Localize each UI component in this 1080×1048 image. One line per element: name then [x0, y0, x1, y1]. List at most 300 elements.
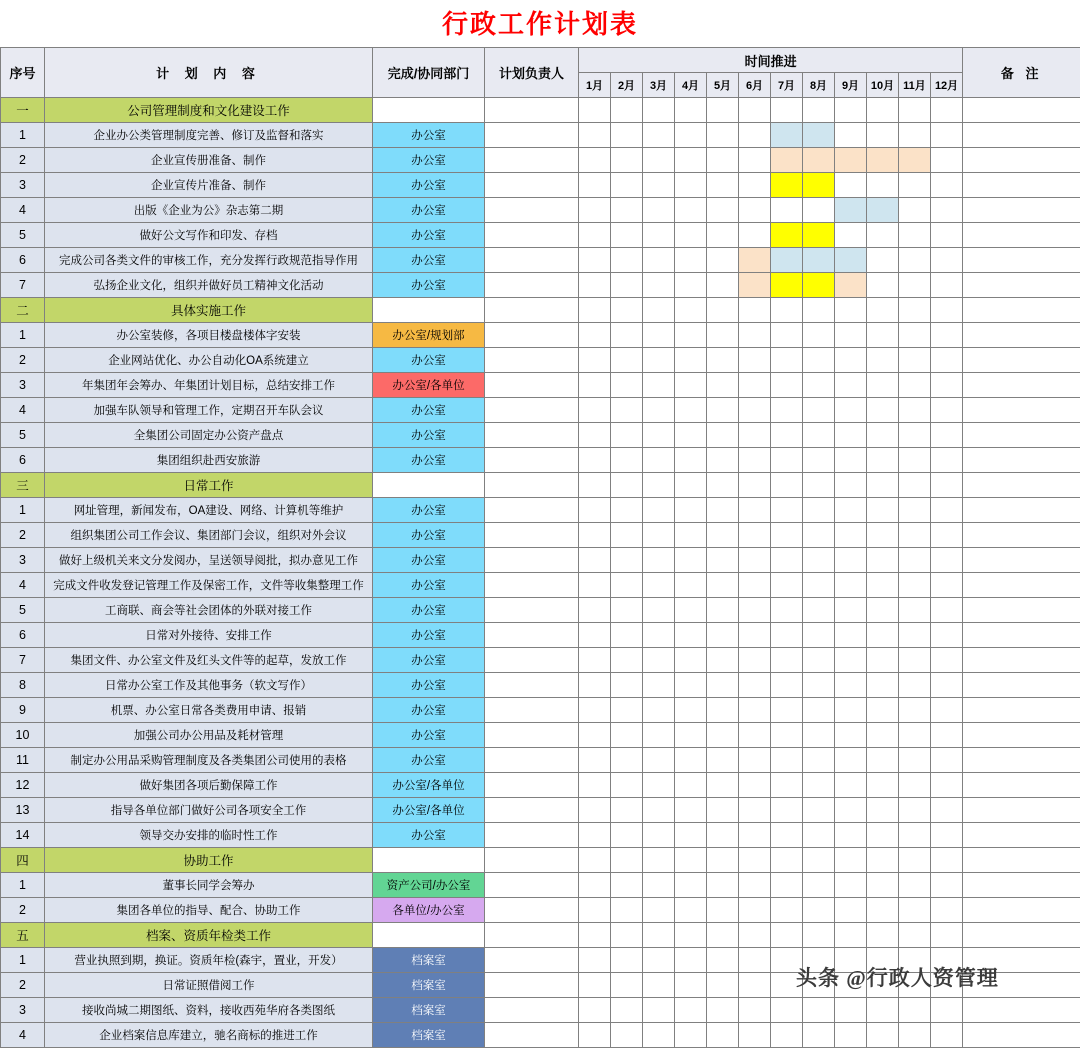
timeline-cell[interactable] — [771, 448, 803, 473]
timeline-cell[interactable] — [675, 423, 707, 448]
timeline-cell[interactable] — [675, 148, 707, 173]
note-cell[interactable] — [963, 323, 1080, 348]
timeline-cell[interactable] — [771, 598, 803, 623]
timeline-cell[interactable] — [675, 823, 707, 848]
timeline-cell[interactable] — [611, 248, 643, 273]
note-cell[interactable] — [963, 998, 1080, 1023]
timeline-cell[interactable] — [707, 573, 739, 598]
timeline-cell[interactable] — [643, 523, 675, 548]
timeline-cell[interactable] — [899, 273, 931, 298]
timeline-cell[interactable] — [835, 548, 867, 573]
timeline-cell[interactable] — [675, 748, 707, 773]
timeline-cell[interactable] — [739, 523, 771, 548]
timeline-cell[interactable] — [867, 648, 899, 673]
timeline-cell[interactable] — [899, 398, 931, 423]
timeline-cell[interactable] — [931, 623, 963, 648]
timeline-cell[interactable] — [803, 723, 835, 748]
timeline-cell[interactable] — [579, 1023, 611, 1048]
timeline-cell[interactable] — [707, 398, 739, 423]
timeline-cell[interactable] — [835, 523, 867, 548]
timeline-cell[interactable] — [803, 798, 835, 823]
timeline-cell[interactable] — [739, 698, 771, 723]
timeline-cell[interactable] — [867, 998, 899, 1023]
timeline-cell[interactable] — [579, 148, 611, 173]
timeline-cell[interactable] — [579, 273, 611, 298]
timeline-cell[interactable] — [899, 123, 931, 148]
timeline-cell[interactable] — [675, 648, 707, 673]
note-cell[interactable] — [963, 273, 1080, 298]
timeline-cell[interactable] — [643, 673, 675, 698]
timeline-cell[interactable] — [611, 498, 643, 523]
timeline-cell[interactable] — [899, 448, 931, 473]
timeline-cell[interactable] — [611, 698, 643, 723]
timeline-cell[interactable] — [611, 1023, 643, 1048]
timeline-cell[interactable] — [771, 998, 803, 1023]
timeline-cell[interactable] — [707, 898, 739, 923]
timeline-cell[interactable] — [803, 898, 835, 923]
timeline-cell[interactable] — [707, 198, 739, 223]
timeline-cell[interactable] — [611, 398, 643, 423]
note-cell[interactable] — [963, 248, 1080, 273]
timeline-cell[interactable] — [707, 498, 739, 523]
timeline-cell[interactable] — [835, 623, 867, 648]
timeline-cell[interactable] — [803, 648, 835, 673]
timeline-cell[interactable] — [899, 423, 931, 448]
timeline-cell[interactable] — [707, 323, 739, 348]
timeline-cell[interactable] — [675, 548, 707, 573]
timeline-cell[interactable] — [931, 873, 963, 898]
timeline-cell[interactable] — [611, 548, 643, 573]
timeline-cell[interactable] — [867, 573, 899, 598]
timeline-cell[interactable] — [803, 598, 835, 623]
timeline-cell[interactable] — [931, 573, 963, 598]
note-cell[interactable] — [963, 423, 1080, 448]
timeline-cell[interactable] — [867, 148, 899, 173]
timeline-cell[interactable] — [643, 598, 675, 623]
timeline-cell[interactable] — [931, 248, 963, 273]
timeline-cell[interactable] — [675, 123, 707, 148]
timeline-cell[interactable] — [579, 448, 611, 473]
timeline-cell[interactable] — [579, 223, 611, 248]
timeline-cell[interactable] — [643, 973, 675, 998]
timeline-cell[interactable] — [867, 673, 899, 698]
timeline-cell[interactable] — [579, 523, 611, 548]
timeline-cell[interactable] — [835, 1023, 867, 1048]
timeline-cell[interactable] — [579, 423, 611, 448]
timeline-cell[interactable] — [899, 573, 931, 598]
timeline-cell[interactable] — [643, 723, 675, 748]
timeline-cell[interactable] — [675, 673, 707, 698]
timeline-cell[interactable] — [835, 698, 867, 723]
timeline-cell[interactable] — [739, 873, 771, 898]
timeline-cell[interactable] — [931, 598, 963, 623]
timeline-cell[interactable] — [835, 798, 867, 823]
timeline-cell[interactable] — [707, 748, 739, 773]
timeline-cell[interactable] — [835, 273, 867, 298]
timeline-cell[interactable] — [739, 373, 771, 398]
timeline-cell[interactable] — [931, 348, 963, 373]
timeline-cell[interactable] — [931, 148, 963, 173]
timeline-cell[interactable] — [803, 998, 835, 1023]
timeline-cell[interactable] — [675, 373, 707, 398]
timeline-cell[interactable] — [579, 823, 611, 848]
note-cell[interactable] — [963, 748, 1080, 773]
timeline-cell[interactable] — [899, 223, 931, 248]
timeline-cell[interactable] — [771, 523, 803, 548]
timeline-cell[interactable] — [899, 248, 931, 273]
timeline-cell[interactable] — [643, 698, 675, 723]
timeline-cell[interactable] — [611, 898, 643, 923]
note-cell[interactable] — [963, 723, 1080, 748]
timeline-cell[interactable] — [771, 348, 803, 373]
timeline-cell[interactable] — [899, 348, 931, 373]
timeline-cell[interactable] — [739, 573, 771, 598]
timeline-cell[interactable] — [643, 998, 675, 1023]
note-cell[interactable] — [963, 173, 1080, 198]
timeline-cell[interactable] — [675, 248, 707, 273]
timeline-cell[interactable] — [931, 548, 963, 573]
timeline-cell[interactable] — [803, 123, 835, 148]
timeline-cell[interactable] — [803, 423, 835, 448]
timeline-cell[interactable] — [771, 573, 803, 598]
timeline-cell[interactable] — [579, 648, 611, 673]
timeline-cell[interactable] — [579, 723, 611, 748]
timeline-cell[interactable] — [771, 798, 803, 823]
timeline-cell[interactable] — [579, 323, 611, 348]
timeline-cell[interactable] — [611, 448, 643, 473]
note-cell[interactable] — [963, 348, 1080, 373]
note-cell[interactable] — [963, 498, 1080, 523]
timeline-cell[interactable] — [579, 698, 611, 723]
timeline-cell[interactable] — [899, 323, 931, 348]
timeline-cell[interactable] — [675, 173, 707, 198]
timeline-cell[interactable] — [867, 748, 899, 773]
timeline-cell[interactable] — [835, 773, 867, 798]
timeline-cell[interactable] — [899, 698, 931, 723]
timeline-cell[interactable] — [643, 548, 675, 573]
timeline-cell[interactable] — [835, 348, 867, 373]
timeline-cell[interactable] — [579, 348, 611, 373]
timeline-cell[interactable] — [739, 198, 771, 223]
timeline-cell[interactable] — [643, 623, 675, 648]
timeline-cell[interactable] — [899, 998, 931, 1023]
timeline-cell[interactable] — [611, 273, 643, 298]
timeline-cell[interactable] — [899, 523, 931, 548]
timeline-cell[interactable] — [739, 173, 771, 198]
timeline-cell[interactable] — [739, 823, 771, 848]
note-cell[interactable] — [963, 873, 1080, 898]
note-cell[interactable] — [963, 823, 1080, 848]
timeline-cell[interactable] — [707, 798, 739, 823]
timeline-cell[interactable] — [867, 798, 899, 823]
timeline-cell[interactable] — [739, 898, 771, 923]
timeline-cell[interactable] — [771, 773, 803, 798]
timeline-cell[interactable] — [771, 623, 803, 648]
timeline-cell[interactable] — [803, 548, 835, 573]
timeline-cell[interactable] — [611, 798, 643, 823]
timeline-cell[interactable] — [611, 173, 643, 198]
timeline-cell[interactable] — [867, 173, 899, 198]
timeline-cell[interactable] — [707, 123, 739, 148]
timeline-cell[interactable] — [771, 648, 803, 673]
timeline-cell[interactable] — [739, 448, 771, 473]
timeline-cell[interactable] — [867, 1023, 899, 1048]
timeline-cell[interactable] — [803, 223, 835, 248]
timeline-cell[interactable] — [643, 273, 675, 298]
timeline-cell[interactable] — [739, 323, 771, 348]
timeline-cell[interactable] — [835, 673, 867, 698]
timeline-cell[interactable] — [675, 773, 707, 798]
note-cell[interactable] — [963, 573, 1080, 598]
timeline-cell[interactable] — [771, 673, 803, 698]
timeline-cell[interactable] — [931, 123, 963, 148]
timeline-cell[interactable] — [707, 623, 739, 648]
timeline-cell[interactable] — [899, 1023, 931, 1048]
timeline-cell[interactable] — [739, 498, 771, 523]
timeline-cell[interactable] — [675, 198, 707, 223]
timeline-cell[interactable] — [579, 598, 611, 623]
timeline-cell[interactable] — [835, 123, 867, 148]
timeline-cell[interactable] — [611, 148, 643, 173]
timeline-cell[interactable] — [931, 698, 963, 723]
timeline-cell[interactable] — [675, 448, 707, 473]
timeline-cell[interactable] — [739, 623, 771, 648]
timeline-cell[interactable] — [803, 523, 835, 548]
timeline-cell[interactable] — [675, 948, 707, 973]
note-cell[interactable] — [963, 673, 1080, 698]
timeline-cell[interactable] — [835, 323, 867, 348]
timeline-cell[interactable] — [707, 648, 739, 673]
timeline-cell[interactable] — [803, 573, 835, 598]
timeline-cell[interactable] — [579, 398, 611, 423]
timeline-cell[interactable] — [739, 273, 771, 298]
timeline-cell[interactable] — [611, 198, 643, 223]
timeline-cell[interactable] — [739, 123, 771, 148]
note-cell[interactable] — [963, 373, 1080, 398]
timeline-cell[interactable] — [739, 398, 771, 423]
timeline-cell[interactable] — [643, 323, 675, 348]
timeline-cell[interactable] — [803, 373, 835, 398]
timeline-cell[interactable] — [835, 198, 867, 223]
timeline-cell[interactable] — [611, 873, 643, 898]
timeline-cell[interactable] — [579, 873, 611, 898]
timeline-cell[interactable] — [835, 873, 867, 898]
timeline-cell[interactable] — [611, 223, 643, 248]
timeline-cell[interactable] — [739, 748, 771, 773]
timeline-cell[interactable] — [611, 623, 643, 648]
timeline-cell[interactable] — [675, 398, 707, 423]
timeline-cell[interactable] — [867, 248, 899, 273]
timeline-cell[interactable] — [899, 873, 931, 898]
timeline-cell[interactable] — [803, 173, 835, 198]
timeline-cell[interactable] — [835, 598, 867, 623]
timeline-cell[interactable] — [643, 748, 675, 773]
timeline-cell[interactable] — [867, 273, 899, 298]
timeline-cell[interactable] — [707, 348, 739, 373]
timeline-cell[interactable] — [579, 973, 611, 998]
timeline-cell[interactable] — [771, 248, 803, 273]
timeline-cell[interactable] — [867, 373, 899, 398]
timeline-cell[interactable] — [835, 398, 867, 423]
timeline-cell[interactable] — [611, 673, 643, 698]
timeline-cell[interactable] — [643, 948, 675, 973]
timeline-cell[interactable] — [771, 148, 803, 173]
timeline-cell[interactable] — [643, 873, 675, 898]
timeline-cell[interactable] — [707, 248, 739, 273]
timeline-cell[interactable] — [771, 273, 803, 298]
timeline-cell[interactable] — [771, 898, 803, 923]
timeline-cell[interactable] — [771, 723, 803, 748]
timeline-cell[interactable] — [643, 173, 675, 198]
timeline-cell[interactable] — [739, 798, 771, 823]
timeline-cell[interactable] — [931, 748, 963, 773]
timeline-cell[interactable] — [643, 573, 675, 598]
timeline-cell[interactable] — [803, 1023, 835, 1048]
timeline-cell[interactable] — [931, 198, 963, 223]
timeline-cell[interactable] — [675, 498, 707, 523]
timeline-cell[interactable] — [835, 498, 867, 523]
timeline-cell[interactable] — [931, 723, 963, 748]
timeline-cell[interactable] — [611, 723, 643, 748]
timeline-cell[interactable] — [899, 673, 931, 698]
timeline-cell[interactable] — [675, 273, 707, 298]
timeline-cell[interactable] — [899, 823, 931, 848]
timeline-cell[interactable] — [707, 823, 739, 848]
timeline-cell[interactable] — [675, 998, 707, 1023]
timeline-cell[interactable] — [611, 373, 643, 398]
timeline-cell[interactable] — [931, 648, 963, 673]
timeline-cell[interactable] — [835, 248, 867, 273]
timeline-cell[interactable] — [867, 623, 899, 648]
timeline-cell[interactable] — [835, 573, 867, 598]
timeline-cell[interactable] — [579, 373, 611, 398]
timeline-cell[interactable] — [739, 773, 771, 798]
timeline-cell[interactable] — [867, 198, 899, 223]
timeline-cell[interactable] — [867, 398, 899, 423]
timeline-cell[interactable] — [771, 398, 803, 423]
timeline-cell[interactable] — [931, 223, 963, 248]
timeline-cell[interactable] — [611, 648, 643, 673]
timeline-cell[interactable] — [803, 823, 835, 848]
timeline-cell[interactable] — [771, 1023, 803, 1048]
timeline-cell[interactable] — [675, 723, 707, 748]
timeline-cell[interactable] — [707, 1023, 739, 1048]
timeline-cell[interactable] — [611, 973, 643, 998]
timeline-cell[interactable] — [579, 673, 611, 698]
timeline-cell[interactable] — [899, 373, 931, 398]
timeline-cell[interactable] — [899, 548, 931, 573]
timeline-cell[interactable] — [835, 148, 867, 173]
note-cell[interactable] — [963, 798, 1080, 823]
timeline-cell[interactable] — [867, 498, 899, 523]
timeline-cell[interactable] — [835, 823, 867, 848]
timeline-cell[interactable] — [899, 723, 931, 748]
timeline-cell[interactable] — [739, 998, 771, 1023]
timeline-cell[interactable] — [771, 548, 803, 573]
timeline-cell[interactable] — [707, 598, 739, 623]
timeline-cell[interactable] — [611, 998, 643, 1023]
timeline-cell[interactable] — [675, 1023, 707, 1048]
timeline-cell[interactable] — [835, 423, 867, 448]
timeline-cell[interactable] — [643, 823, 675, 848]
timeline-cell[interactable] — [707, 173, 739, 198]
timeline-cell[interactable] — [611, 948, 643, 973]
timeline-cell[interactable] — [675, 873, 707, 898]
timeline-cell[interactable] — [707, 548, 739, 573]
timeline-cell[interactable] — [643, 348, 675, 373]
timeline-cell[interactable] — [899, 598, 931, 623]
timeline-cell[interactable] — [835, 648, 867, 673]
timeline-cell[interactable] — [739, 973, 771, 998]
timeline-cell[interactable] — [643, 223, 675, 248]
timeline-cell[interactable] — [771, 373, 803, 398]
timeline-cell[interactable] — [867, 598, 899, 623]
timeline-cell[interactable] — [931, 273, 963, 298]
timeline-cell[interactable] — [643, 773, 675, 798]
timeline-cell[interactable] — [707, 698, 739, 723]
timeline-cell[interactable] — [707, 273, 739, 298]
timeline-cell[interactable] — [899, 148, 931, 173]
timeline-cell[interactable] — [611, 423, 643, 448]
timeline-cell[interactable] — [931, 523, 963, 548]
timeline-cell[interactable] — [739, 648, 771, 673]
timeline-cell[interactable] — [579, 498, 611, 523]
timeline-cell[interactable] — [867, 348, 899, 373]
timeline-cell[interactable] — [643, 798, 675, 823]
timeline-cell[interactable] — [611, 573, 643, 598]
timeline-cell[interactable] — [803, 698, 835, 723]
timeline-cell[interactable] — [707, 373, 739, 398]
timeline-cell[interactable] — [579, 248, 611, 273]
timeline-cell[interactable] — [675, 598, 707, 623]
timeline-cell[interactable] — [931, 373, 963, 398]
timeline-cell[interactable] — [899, 198, 931, 223]
timeline-cell[interactable] — [835, 998, 867, 1023]
timeline-cell[interactable] — [707, 948, 739, 973]
note-cell[interactable] — [963, 648, 1080, 673]
timeline-cell[interactable] — [803, 248, 835, 273]
timeline-cell[interactable] — [835, 448, 867, 473]
timeline-cell[interactable] — [579, 573, 611, 598]
timeline-cell[interactable] — [771, 223, 803, 248]
timeline-cell[interactable] — [579, 998, 611, 1023]
timeline-cell[interactable] — [739, 723, 771, 748]
note-cell[interactable] — [963, 773, 1080, 798]
timeline-cell[interactable] — [867, 223, 899, 248]
timeline-cell[interactable] — [739, 1023, 771, 1048]
timeline-cell[interactable] — [675, 523, 707, 548]
note-cell[interactable] — [963, 623, 1080, 648]
timeline-cell[interactable] — [899, 623, 931, 648]
timeline-cell[interactable] — [867, 323, 899, 348]
timeline-cell[interactable] — [611, 323, 643, 348]
timeline-cell[interactable] — [899, 773, 931, 798]
timeline-cell[interactable] — [707, 973, 739, 998]
timeline-cell[interactable] — [675, 973, 707, 998]
timeline-cell[interactable] — [771, 873, 803, 898]
timeline-cell[interactable] — [867, 773, 899, 798]
timeline-cell[interactable] — [579, 198, 611, 223]
timeline-cell[interactable] — [931, 823, 963, 848]
timeline-cell[interactable] — [739, 223, 771, 248]
timeline-cell[interactable] — [707, 723, 739, 748]
timeline-cell[interactable] — [643, 498, 675, 523]
timeline-cell[interactable] — [931, 798, 963, 823]
timeline-cell[interactable] — [579, 123, 611, 148]
timeline-cell[interactable] — [771, 323, 803, 348]
timeline-cell[interactable] — [867, 548, 899, 573]
note-cell[interactable] — [963, 223, 1080, 248]
